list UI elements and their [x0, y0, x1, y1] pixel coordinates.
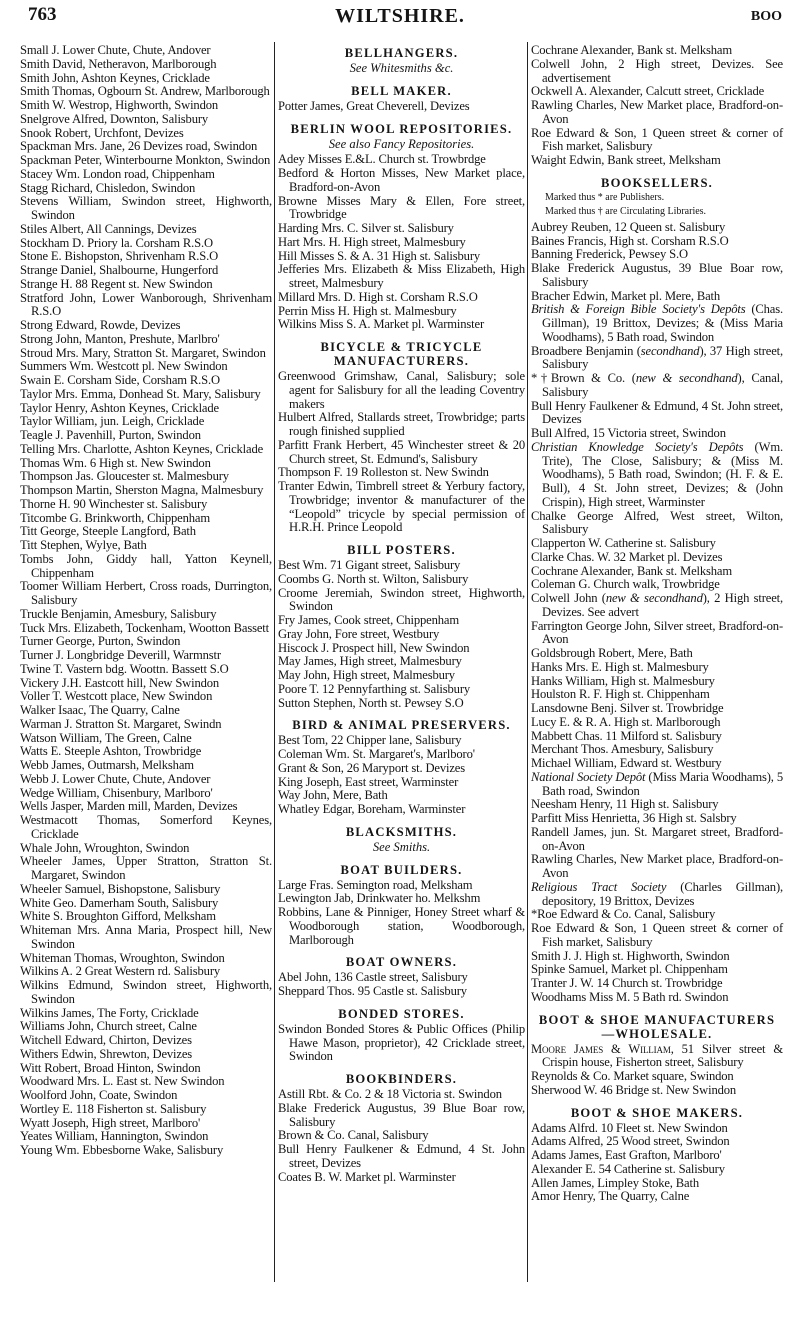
directory-entry: Titt Stephen, Wylye, Bath — [20, 538, 147, 552]
directory-entry: Adey Misses E.&L. Church st. Trowbrdge — [278, 152, 486, 167]
directory-entry: Sheppard Thos. 95 Castle st. Salisbury — [278, 984, 467, 998]
directory-entry: Bull Henry Faulkener & Edmund, 4 St. John street, Devizes — [531, 398, 783, 427]
directory-entry: Stockham D. Priory la. Corsham R.S.O — [20, 235, 213, 250]
directory-entry: Amor Henry, The Quarry, Calne — [531, 1189, 690, 1204]
directory-entry: Poore T. 12 Pennyfarthing st. Salisbury — [278, 681, 471, 696]
entry-text: , 51 Silver street & Crispin house, Fisherton street, Salisbury — [542, 1041, 783, 1070]
directory-entry: Strong John, Manton, Preshute, Marlbro' — [20, 331, 220, 346]
directory-entry: Gray John, Fore street, Westbury — [278, 626, 440, 641]
section-heading: BOAT BUILDERS. — [340, 862, 463, 877]
directory-entry: Bull Henry Faulkener & Edmund, 4 St. John street, Devizes — [278, 1142, 525, 1170]
directory-entry: Ockwell A. Alexander, Calcutt street, Cricklade — [531, 84, 765, 99]
directory-entry: Woodward Mrs. L. East st. New Swindon — [20, 1074, 225, 1089]
directory-entry: Hanks Mrs. E. High st. Malmesbury — [531, 659, 709, 674]
directory-entry: Stiles Albert, All Cannings, Devizes — [20, 221, 197, 236]
directory-entry: Smith Thomas, Ogbourn St. Andrew, Marlborough — [20, 84, 270, 99]
directory-entry: Teagle J. Pavenhill, Purton, Swindon — [20, 428, 201, 442]
directory-entry: Spinke Samuel, Market pl. Chippenham — [531, 962, 728, 977]
section-heading: BILL POSTERS. — [347, 543, 456, 557]
directory-entry: Titcombe G. Brinkworth, Chippenham — [20, 510, 210, 525]
directory-entry: Strong Edward, Rowde, Devizes — [20, 318, 181, 332]
directory-entry: Hulbert Alfred, Stallards street, Trowbridge; parts rough finished supplied — [278, 410, 525, 438]
directory-entry: Browne Misses Mary & Ellen, Fore street, Trowbridge — [278, 193, 525, 222]
page-number: 763 — [28, 4, 57, 25]
directory-entry: Roe Edward & Son, 1 Queen street & corner of Fish market, Salisbury — [531, 921, 783, 949]
directory-entry: Clarke Chas. W. 32 Market pl. Devizes — [531, 549, 723, 564]
legend-note: Marked thus * are Publishers. — [545, 191, 665, 203]
directory-entry: Wells Jasper, Marden mill, Marden, Devizes — [20, 799, 238, 814]
directory-entry: Wedge William, Chisenbury, Marlboro' — [20, 785, 213, 800]
directory-entry: Stagg Richard, Chisledon, Swindon — [20, 180, 196, 195]
directory-entry: Millard Mrs. D. High st. Corsham R.S.O — [278, 289, 478, 304]
directory-entry: Parfitt Miss Henrietta, 36 High st. Salsbry — [531, 811, 737, 825]
directory-entry: Lewington Jab, Drinkwater ho. Melkshm — [278, 891, 481, 906]
directory-entry: Rawling Charles, New Market place, Bradford-on-Avon — [531, 98, 783, 126]
directory-entry: Hiscock J. Prospect hill, New Swindon — [278, 640, 470, 655]
directory-entry: Stacey Wm. London road, Chippenham — [20, 166, 215, 181]
directory-entry: Webb J. Lower Chute, Chute, Andover — [20, 771, 211, 786]
entry-text: ), 37 High street, Salisbury — [542, 343, 784, 372]
directory-entry: Way John, Mere, Bath — [278, 788, 388, 803]
directory-entry: Allen James, Limpley Stoke, Bath — [531, 1175, 699, 1190]
directory-entry — [531, 881, 783, 909]
directory-entry: Perrin Miss H. High st. Malmesbury — [278, 303, 457, 318]
directory-entry: Alexander E. 54 Catherine st. Salisbury — [531, 1161, 725, 1176]
entry-italic-text: British & Foreign Bible Society's Depôts — [531, 302, 746, 317]
entry-text: ), 2 High street, Devizes. See advert — [542, 591, 784, 619]
entry-text: *†Brown & Co. ( — [531, 371, 636, 385]
directory-entry: Roe Edward & Son, 1 Queen street & corner of Fish market, Salisbury — [531, 125, 783, 154]
directory-entry: Baines Francis, High st. Corsham R.S.O — [531, 233, 729, 248]
directory-entry: Smith W. Westrop, Highworth, Swindon — [20, 98, 219, 112]
directory-entry: Reynolds & Co. Market square, Swindon — [531, 1069, 734, 1083]
directory-entry: Smith David, Netheravon, Marlborough — [20, 56, 217, 71]
directory-entry: Lucy E. & R. A. High st. Marlborough — [531, 714, 721, 729]
directory-entry: Wyatt Joseph, High street, Marlboro' — [20, 1115, 201, 1130]
entry-text: Moore James & William — [531, 1041, 671, 1056]
directory-entry: Westmacott Thomas, Somerford Keynes, Cricklade — [20, 813, 272, 841]
directory-entry: Mabbett Chas. 11 Milford st. Salisbury — [531, 728, 722, 743]
directory-entry: Colwell John, 2 High street, Devizes. See advertisement — [531, 56, 783, 85]
directory-entry: Tranter Edwin, Timbrell street & Yerbury factory, Trowbridge; inventor & manufacturer of the “Leopold” tricycle by special permission of H.R.H. Prince Leopold — [278, 479, 525, 535]
entry-text: ), Canal, Salisbury — [542, 371, 783, 399]
entry-italic-text: new & secondhand — [605, 591, 703, 605]
directory-entry: Blake Frederick Augustus, 39 Blue Boar row, Salisbury — [278, 1100, 525, 1129]
directory-entry: Summers Wm. Westcott pl. New Swindon — [20, 359, 228, 374]
directory-entry: Hanks William, High st. Malmesbury — [531, 673, 715, 688]
directory-entry: Brown & Co. Canal, Salisbury — [278, 1128, 429, 1143]
directory-entry: Thompson F. 19 Rolleston st. New Swindn — [278, 465, 489, 480]
directory-entry: Coleman G. Church walk, Trowbridge — [531, 577, 720, 592]
directory-entry: Blake Frederick Augustus, 39 Blue Boar row, Salisbury — [531, 261, 783, 289]
directory-entry: Taylor Mrs. Emma, Donhead St. Mary, Salisbury — [20, 386, 261, 401]
directory-entry: Coates B. W. Market pl. Warminster — [278, 1169, 456, 1184]
section-heading: BOOKBINDERS. — [345, 1072, 458, 1086]
directory-entry: Tranter J. W. 14 Church st. Trowbridge — [531, 976, 723, 990]
section-heading: BELL MAKER. — [351, 83, 452, 98]
directory-entry: Parfitt Frank Herbert, 45 Winchester street & 20 Church street, St. Edmund's, Salisbury — [278, 437, 525, 466]
directory-entry: Wheeler Samuel, Bishopstone, Salisbury — [20, 881, 221, 896]
directory-entry: Chalke George Alfred, West street, Wilton, Salisbury — [531, 508, 783, 537]
directory-entry: Rawling Charles, New Market place, Bradford-on-Avon — [531, 852, 783, 880]
directory-entry: Hart Mrs. H. High street, Malmesbury — [278, 234, 466, 249]
section-heading: BIRD & ANIMAL PRESERVERS. — [292, 718, 511, 733]
directory-entry: Goldsbrough Robert, Mere, Bath — [531, 646, 693, 660]
section-heading: BOOT & SHOE MAKERS. — [570, 1105, 744, 1120]
directory-entry: Sherwood W. 46 Bridge st. New Swindon — [531, 1082, 737, 1097]
directory-entry: Bedford & Horton Misses, New Market place, Bradford-on-Avon — [278, 166, 525, 194]
directory-entry: Houlston R. F. High st. Chippenham — [531, 687, 710, 702]
directory-entry: Best Tom, 22 Chipper lane, Salisbury — [278, 733, 462, 748]
directory-entry: Bracher Edwin, Market pl. Mere, Bath — [531, 288, 721, 303]
directory-entry: Swindon Bonded Stores & Public Offices (Philip Hawe Mason, proprietor), 42 Cricklade street, Swindon — [278, 1021, 525, 1064]
directory-entry: Cochrane Alexander, Bank st. Melksham — [531, 563, 732, 578]
directory-entry: Swain E. Corsham Side, Corsham R.S.O — [20, 373, 220, 387]
directory-entry: May John, High street, Malmesbury — [278, 668, 455, 682]
directory-entry: Banning Frederick, Pewsey S.O — [531, 247, 688, 262]
directory-entry: Michael William, Edward st. Westbury — [531, 756, 722, 770]
directory-entry: Twine T. Vastern bdg. Woottn. Bassett S.O — [20, 661, 229, 676]
directory-entry: Whatley Edgar, Boreham, Warminster — [278, 802, 466, 816]
directory-entry: Merchant Thos. Amesbury, Salisbury — [531, 742, 714, 757]
directory-entry: Adams Alfred, 25 Wood street, Swindon — [531, 1134, 730, 1149]
directory-entry: Randell James, jun. St. Margaret street, Bradford-on-Avon — [531, 824, 783, 853]
section-heading: BERLIN WOOL REPOSITORIES. — [290, 121, 513, 136]
directory-entry: Grant & Son, 26 Maryport st. Devizes — [278, 760, 465, 775]
directory-entry: Robbins, Lane & Pinniger, Honey Street wharf & Woodborough station, Woodborough, Marlborough — [278, 905, 525, 947]
entry-text: (Miss Maria Woodhams), 5 Bath road, Swindon — [542, 769, 783, 798]
directory-entry: Thomas Wm. 6 High st. New Swindon — [20, 455, 211, 470]
section-heading: BELLHANGERS. — [344, 46, 459, 60]
directory-entry: Webb James, Outmarsh, Melksham — [20, 758, 194, 772]
directory-entry: Woodhams Miss M. 5 Bath rd. Swindon — [531, 989, 729, 1004]
entry-text: (Charles Gillman), depository, 19 Brittox, Devizes — [542, 879, 784, 908]
directory-entry: Vickery J.H. Eastcott hill, New Swindon — [20, 675, 220, 690]
directory-entry: Wheeler James, Upper Stratton, Stratton St. Margaret, Swindon — [20, 854, 272, 882]
directory-entry: Whiteman Thomas, Wroughton, Swindon — [20, 950, 225, 965]
directory-entry: Astill Rbt. & Co. 2 & 18 Victoria st. Swindon — [278, 1087, 502, 1101]
directory-entry: Turner George, Purton, Swindon — [20, 634, 181, 649]
directory-entry: Waight Edwin, Bank street, Melksham — [531, 153, 721, 167]
directory-entry: May James, High street, Malmesbury — [278, 654, 462, 669]
directory-entry — [531, 771, 783, 799]
directory-entry: Yeates William, Hannington, Swindon — [20, 1129, 209, 1144]
directory-entry: Witchell Edward, Chirton, Devizes — [20, 1033, 192, 1047]
directory-entry — [531, 303, 783, 344]
directory-entry: Snook Robert, Urchfont, Devizes — [20, 125, 184, 140]
directory-entry: White S. Broughton Gifford, Melksham — [20, 909, 216, 924]
directory-entry: Stratford John, Lower Wanborough, Shrivenham R.S.O — [20, 290, 272, 319]
directory-entry: Stevens William, Swindon street, Highworth, Swindon — [20, 194, 272, 222]
directory-entry: Wortley E. 118 Fisherton st. Salisbury — [20, 1101, 207, 1116]
directory-entry: Watts E. Steeple Ashton, Trowbridge — [20, 744, 202, 759]
directory-entry: Farrington George John, Silver street, Bradford-on-Avon — [531, 618, 783, 647]
column-middle — [278, 44, 525, 1184]
directory-entry: Adams James, East Grafton, Marlboro' — [531, 1148, 722, 1162]
directory-entry — [531, 441, 783, 510]
directory-entry: Woolford John, Coate, Swindon — [20, 1088, 178, 1102]
directory-entry: Taylor Henry, Ashton Keynes, Cricklade — [20, 400, 219, 415]
directory-entry: Walker Isaac, The Quarry, Calne — [20, 703, 180, 717]
directory-entry: Taylor William, jun. Leigh, Cricklade — [20, 414, 205, 429]
directory-entry: Truckle Benjamin, Amesbury, Salisbury — [20, 606, 217, 621]
directory-entry — [531, 372, 783, 400]
directory-entry: Thorne H. 90 Winchester st. Salisbury — [20, 496, 208, 511]
directory-entry: Sutton Stephen, North st. Pewsey S.O — [278, 695, 464, 710]
directory-entry: Snelgrove Alfred, Downton, Salisbury — [20, 111, 209, 126]
directory-entry: Turner J. Longbridge Deverill, Warmnstr — [20, 648, 221, 662]
entry-text: (Wm. Trite), The Close, Salisbury; & (Miss M. Woodhams), 5 Bath road, Swindon; (H. F. & E. Bull), 4 St. John street, Devizes; & (John Crispin), High street, Warminster — [542, 439, 783, 509]
directory-entry: Greenwood Grimshaw, Canal, Salisbury; sole agent for Salisbury for all the leading Coventry makers — [278, 369, 525, 411]
entry-italic-text: secondhand — [640, 343, 700, 358]
guide-word: BOO — [750, 9, 782, 24]
directory-entry: Large Fras. Semington road, Melksham — [278, 877, 473, 892]
directory-entry: Wilkins Edmund, Swindon street, Highworth, Swindon — [20, 978, 272, 1006]
directory-entry — [531, 592, 783, 620]
section-heading: BONDED STORES. — [338, 1006, 465, 1021]
directory-entry: Potter James, Great Cheverell, Devizes — [278, 98, 470, 113]
directory-entry: Tuck Mrs. Elizabeth, Tockenham, Wootton Bassett — [20, 620, 269, 635]
directory-entry: Spackman Peter, Winterbourne Monkton, Swindon — [20, 153, 271, 167]
directory-entry: Witt Robert, Broad Hinton, Swindon — [20, 1060, 201, 1075]
directory-entry: Bull Alfred, 15 Victoria street, Swindon — [531, 426, 726, 440]
entry-italic-text: Religious Tract Society — [531, 879, 667, 894]
directory-entry: Best Wm. 71 Gigant street, Salisbury — [278, 558, 461, 572]
directory-entry: Fry James, Cook street, Chippenham — [278, 613, 459, 627]
directory-entry: *Roe Edward & Co. Canal, Salisbury — [531, 907, 716, 922]
directory-entry: Lansdowne Benj. Silver st. Trowbridge — [531, 701, 724, 715]
directory-entry: King Joseph, East street, Warminster — [278, 774, 459, 789]
directory-entry: Whiteman Mrs. Anna Maria, Prospect hill, New Swindon — [20, 923, 272, 951]
section-heading: BLACKSMITHS. — [345, 824, 458, 839]
directory-entry: Smith J. J. High st. Highworth, Swindon — [531, 948, 730, 963]
section-heading: BICYCLE & TRICYCLE MANUFACTURERS. — [320, 340, 483, 368]
directory-entry: Williams John, Church street, Calne — [20, 1019, 197, 1034]
directory-entry: Warman J. Stratton St. Margaret, Swindn — [20, 716, 222, 731]
directory-entry: Coleman Wm. St. Margaret's, Marlboro' — [278, 747, 475, 761]
directory-entry: Strange H. 88 Regent st. New Swindon — [20, 276, 213, 291]
entry-text: Broadbere Benjamin ( — [531, 343, 641, 358]
directory-entry: Titt George, Steeple Langford, Bath — [20, 524, 196, 539]
cross-reference-note: See Whitesmiths &c. — [349, 61, 454, 75]
directory-entry: Adams Alfrd. 10 Fleet st. New Swindon — [531, 1120, 728, 1135]
directory-entry: Spackman Mrs. Jane, 26 Devizes road, Swindon — [20, 139, 258, 154]
directory-entry: Voller T. Westcott place, New Swindon — [20, 689, 213, 704]
entry-italic-text: Christian Knowledge Society's Depôts — [531, 439, 744, 454]
directory-entry: Jefferies Mrs. Elizabeth & Miss Elizabeth, High street, Malmesbury — [278, 262, 525, 290]
directory-entry: Wilkins A. 2 Great Western rd. Salisbury — [20, 964, 221, 979]
directory-entry: Harding Mrs. C. Silver st. Salisbury — [278, 221, 454, 235]
directory-entry: Croome Jeremiah, Swindon street, Highworth, Swindon — [278, 585, 525, 614]
directory-entry: Whale John, Wroughton, Swindon — [20, 840, 190, 855]
legend-note: Marked thus † are Circulating Libraries. — [545, 206, 707, 218]
directory-entry: Abel John, 136 Castle street, Salisbury — [278, 970, 468, 985]
directory-entry: Wilkins James, The Forty, Cricklade — [20, 1005, 199, 1020]
directory-entry: Aubrey Reuben, 12 Queen st. Salisbury — [531, 219, 726, 234]
directory-entry — [531, 1043, 783, 1071]
directory-entry: Neesham Henry, 11 High st. Salisbury — [531, 797, 719, 812]
directory-entry — [531, 345, 783, 373]
directory-entry: Young Wm. Ebbesborne Wake, Salisbury — [20, 1143, 224, 1157]
directory-entry: Hill Misses S. & A. 31 High st. Salisbury — [278, 248, 481, 263]
section-heading: BOOKSELLERS. — [600, 175, 714, 190]
entry-text: Colwell John ( — [531, 591, 606, 605]
column-divider — [274, 42, 275, 1282]
directory-entry: Stone E. Bishopston, Shrivenham R.S.O — [20, 249, 219, 264]
entry-italic-text: National Society Depôt — [531, 769, 646, 784]
directory-entry: Thompson Jas. Gloucester st. Malmesbury — [20, 469, 229, 484]
directory-entry: Wilkins Miss S. A. Market pl. Warminster — [278, 317, 484, 332]
directory-entry: Coombs G. North st. Wilton, Salisbury — [278, 571, 469, 586]
directory-entry: Tombs John, Giddy hall, Yatton Keynell, Chippenham — [20, 551, 272, 580]
entry-italic-text: new & secondhand — [635, 371, 738, 385]
directory-entry: Thompson Martin, Sherston Magna, Malmesbury — [20, 483, 264, 497]
directory-entry: Telling Mrs. Charlotte, Ashton Keynes, Cricklade — [20, 441, 264, 456]
directory-entry: White Geo. Damerham South, Salisbury — [20, 895, 219, 910]
column-left — [20, 44, 272, 1158]
directory-entry: Withers Edwin, Shrewton, Devizes — [20, 1046, 193, 1061]
directory-entry: Smith John, Ashton Keynes, Cricklade — [20, 70, 210, 85]
directory-entry: Small J. Lower Chute, Chute, Andover — [20, 43, 211, 57]
cross-reference-note: See also Fancy Repositories. — [328, 136, 475, 151]
directory-entry: Clapperton W. Catherine st. Salisbury — [531, 536, 716, 550]
directory-entry: Strange Daniel, Shalbourne, Hungerford — [20, 263, 219, 277]
section-heading: BOAT OWNERS. — [345, 955, 458, 970]
entry-text: (Chas. Gillman), 19 Brittox, Devizes; & (Miss Maria Woodhams), 5 Bath road, Swindon — [542, 302, 783, 344]
section-heading: BOOT & SHOE MANUFACTURERS—WHOLESALE. — [538, 1012, 776, 1041]
page-title: WILTSHIRE. — [335, 5, 465, 27]
directory-entry: Cochrane Alexander, Bank st. Melksham — [531, 43, 732, 57]
directory-entry: Stroud Mrs. Mary, Stratton St. Margaret, Swindon — [20, 345, 266, 360]
column-right — [531, 44, 783, 1204]
directory-entry: Toomer William Herbert, Cross roads, Durrington, Salisbury — [20, 579, 272, 607]
column-divider — [527, 42, 528, 1282]
directory-entry: Watson William, The Green, Calne — [20, 730, 192, 745]
cross-reference-note: See Smiths. — [372, 839, 431, 854]
